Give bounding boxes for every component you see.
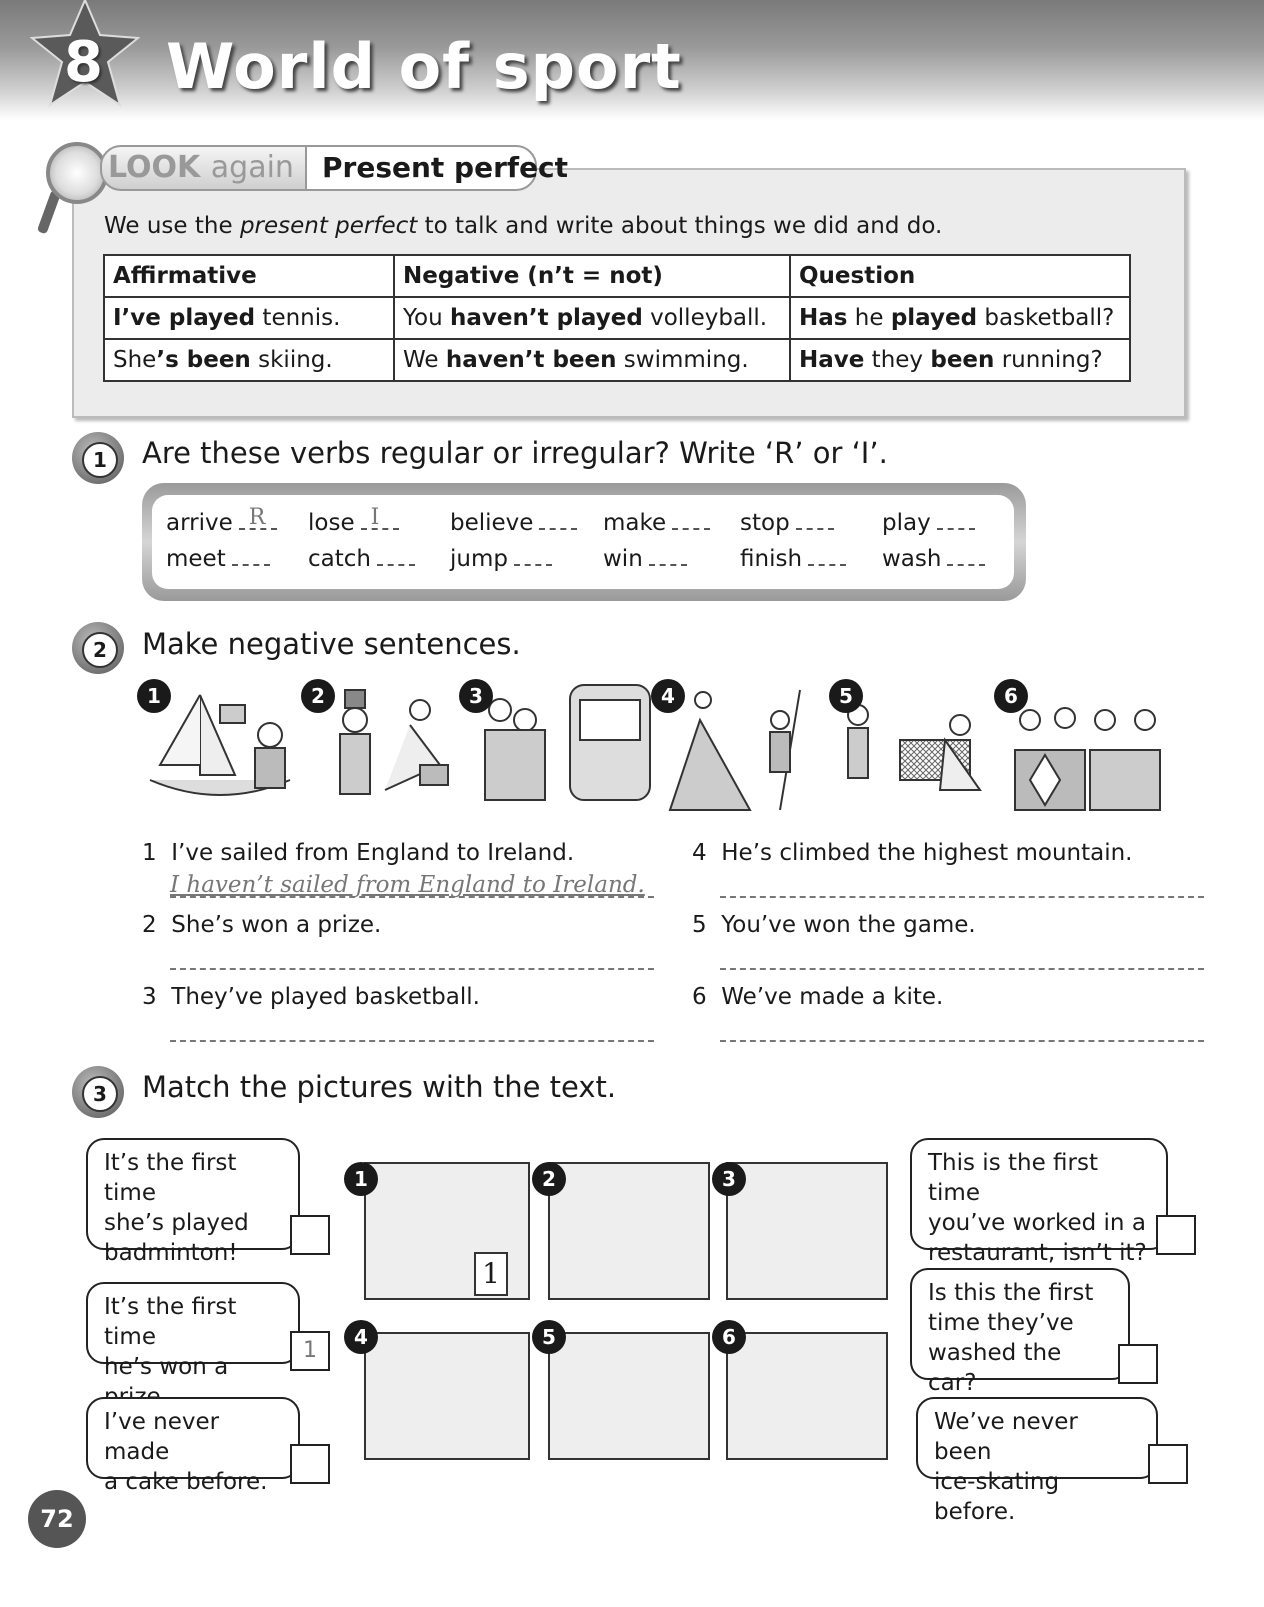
verb-meet: meet [166, 544, 270, 572]
sentence-3: 3 They’ve played basketball. [142, 984, 480, 1010]
cartoon-badge: 1 [344, 1162, 378, 1196]
verb-make: make [603, 508, 710, 536]
verb-believe: believe [450, 508, 577, 536]
look-again-label: LOOK again [108, 150, 294, 185]
cell-negative-2: We haven’t been swimming. [394, 339, 790, 381]
unit-number: 8 [64, 30, 103, 95]
exercise-2-badge: 2 [72, 622, 124, 674]
answer-field[interactable] [672, 508, 710, 530]
match-box[interactable] [1148, 1444, 1188, 1484]
verb-lose: lose I [308, 508, 399, 536]
header-question: Question [799, 263, 916, 289]
match-box[interactable] [290, 1444, 330, 1484]
sentence-6: 6 We’ve made a kite. [692, 984, 944, 1010]
speech-bubble-right-3: We’ve never been ice-skating before. [916, 1397, 1158, 1479]
cartoon-3 [726, 1162, 888, 1300]
verb-jump: jump [450, 544, 552, 572]
cartoon-6 [726, 1332, 888, 1460]
cartoon-badge: 5 [532, 1320, 566, 1354]
podium-sign: 1 [474, 1252, 508, 1296]
speech-bubble-right-2: Is this the first time they’ve washed the car? [910, 1268, 1130, 1380]
answer-line[interactable] [170, 896, 654, 898]
sentence-1-answer: I haven’t sailed from England to Ireland. [170, 872, 645, 898]
cartoon-badge: 6 [712, 1320, 746, 1354]
cartoon-2 [548, 1162, 710, 1300]
exercise-1-instruction: Are these verbs regular or irregular? Write ‘R’ or ‘I’. [142, 436, 888, 470]
sentence-5: 5 You’ve won the game. [692, 912, 976, 938]
match-box[interactable] [1156, 1215, 1196, 1255]
header-affirmative: Affirmative [113, 263, 257, 289]
answer-field[interactable] [377, 544, 415, 566]
verb-play: play [882, 508, 975, 536]
speech-bubble-left-3: I’ve never made a cake before. [86, 1397, 300, 1479]
exercise-2-instruction: Make negative sentences. [142, 627, 521, 661]
answer-field[interactable] [232, 544, 270, 566]
picture-badge: 1 [137, 679, 171, 713]
answer-field[interactable] [539, 508, 577, 530]
cell-question-2: Have they been running? [790, 339, 1130, 381]
cell-negative-1: You haven’t played volleyball. [394, 297, 790, 339]
match-box[interactable] [290, 1215, 330, 1255]
speech-bubble-left-1: It’s the first time she’s played badminton! [86, 1138, 300, 1250]
exercise-1-badge: 1 [72, 432, 124, 484]
picture-badge: 2 [301, 679, 335, 713]
answer-field[interactable] [649, 544, 687, 566]
verb-win: win [603, 544, 687, 572]
verb-stop: stop [740, 508, 834, 536]
page-title: World of sport [166, 30, 682, 103]
answer-line[interactable] [170, 968, 654, 970]
cartoon-5 [548, 1332, 710, 1460]
answer-field[interactable]: R [239, 508, 277, 530]
cartoon-badge: 2 [532, 1162, 566, 1196]
speech-bubble-left-2: It’s the first time he’s won a [86, 1282, 300, 1364]
cell-affirmative-2: She’s been skiing. [104, 339, 394, 381]
answer-field[interactable] [937, 508, 975, 530]
picture-badge: 5 [829, 679, 863, 713]
verb-finish: finish [740, 544, 846, 572]
header-negative: Negative (n’t = not) [403, 263, 663, 289]
page-number: 72 [28, 1490, 86, 1548]
magnifier-icon [46, 142, 108, 204]
sentence-2: 2 She’s won a prize. [142, 912, 382, 938]
cartoon-4 [364, 1332, 530, 1460]
speech-bubble-right-1: This is the first time you’ve worked in a restaurant, isn’t it? [910, 1138, 1168, 1250]
answer-field[interactable] [514, 544, 552, 566]
match-box[interactable] [1118, 1344, 1158, 1384]
cell-affirmative-1: I’ve played tennis. [104, 297, 394, 339]
answer-field[interactable]: I [361, 508, 399, 530]
answer-line[interactable] [720, 896, 1204, 898]
cartoon-badge: 4 [344, 1320, 378, 1354]
answer-field[interactable] [808, 544, 846, 566]
verb-arrive: arrive R [166, 508, 277, 536]
answer-line[interactable] [170, 1040, 654, 1042]
grammar-intro: We use the present perfect to talk and write about things we did and do. [104, 213, 943, 239]
sentence-4: 4 He’s climbed the highest mountain. [692, 840, 1133, 866]
answer-field[interactable] [947, 544, 985, 566]
picture-badge: 6 [994, 679, 1028, 713]
picture-badge: 4 [651, 679, 685, 713]
answer-line[interactable] [720, 968, 1204, 970]
answer-line[interactable] [720, 1040, 1204, 1042]
verb-wash: wash [882, 544, 985, 572]
picture-badge: 3 [459, 679, 493, 713]
answer-field[interactable] [796, 508, 834, 530]
verb-catch: catch [308, 544, 415, 572]
cartoon-1 [364, 1162, 530, 1300]
sentence-1: 1 I’ve sailed from England to Ireland. [142, 840, 575, 866]
exercise-3-badge: 3 [72, 1066, 124, 1118]
grammar-table [103, 254, 1131, 382]
exercise-3-instruction: Match the pictures with the text. [142, 1070, 617, 1104]
match-box[interactable]: 1 [290, 1331, 330, 1371]
cartoon-badge: 3 [712, 1162, 746, 1196]
cell-question-1: Has he played basketball? [790, 297, 1130, 339]
topic-label: Present perfect [322, 151, 569, 184]
